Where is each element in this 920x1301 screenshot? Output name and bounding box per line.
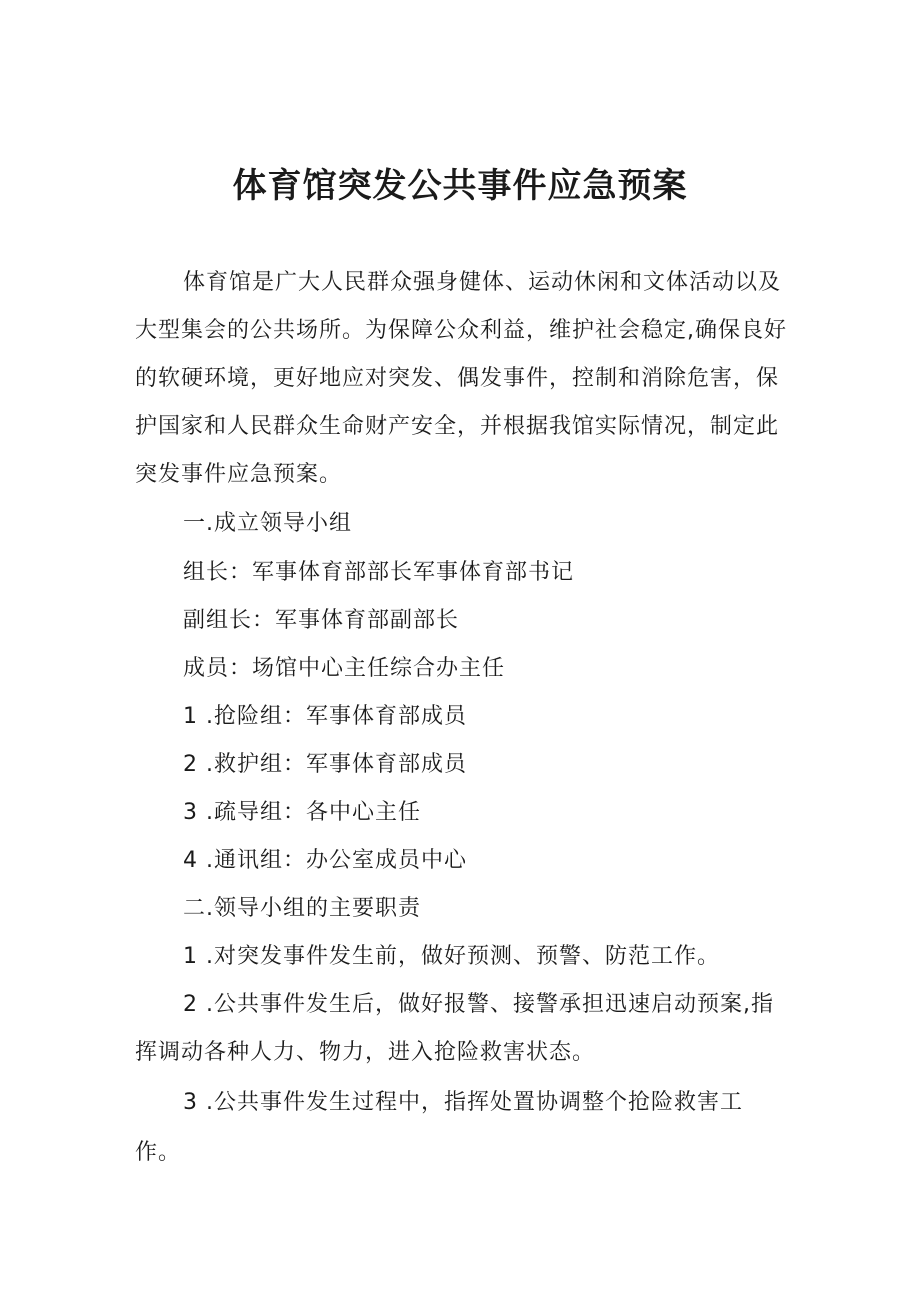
intro-line-3: 的软硬环境，更好地应对突发、偶发事件，控制和消除危害，保: [135, 366, 780, 391]
duty-item-2-line-1: 2 .公共事件发生后，做好报警、接警承担迅速启动预案,指: [183, 992, 774, 1017]
intro-line-5: 突发事件应急预案。: [135, 462, 343, 487]
group-line-2: 2 .救护组：军事体育部成员: [183, 752, 467, 777]
duty-item-1: 1 .对突发事件发生前，做好预测、预警、防范工作。: [183, 944, 720, 969]
group-line-1: 1 .抢险组：军事体育部成员: [183, 704, 467, 729]
section1-heading: 一.成立领导小组: [183, 511, 352, 536]
duty-item-3-line-1: 3 .公共事件发生过程中，指挥处置协调整个抢险救害工: [183, 1090, 743, 1115]
members-line: 成员：场馆中心主任综合办主任: [183, 656, 506, 681]
group-line-3: 3 .疏导组：各中心主任: [183, 800, 421, 825]
intro-line-2: 大型集会的公共场所。为保障公众利益，维护社会稳定,确保良好: [135, 318, 787, 343]
intro-line-1: 体育馆是广大人民群众强身健体、运动休闲和文体活动以及: [183, 270, 782, 295]
section2-heading: 二.领导小组的主要职责: [183, 896, 421, 921]
group-line-4: 4 .通讯组：办公室成员中心: [183, 848, 467, 873]
intro-line-4: 护国家和人民群众生命财产安全，并根据我馆实际情况，制定此: [135, 414, 780, 439]
leader-line: 组长：军事体育部部长军事体育部书记: [183, 560, 575, 585]
deputy-line: 副组长：军事体育部副部长: [183, 608, 460, 633]
document-title: 体育馆突发公共事件应急预案: [232, 166, 688, 206]
duty-item-3-line-2: 作。: [135, 1140, 182, 1165]
duty-item-2-line-2: 挥调动各种人力、物力，进入抢险救害状态。: [135, 1040, 596, 1065]
